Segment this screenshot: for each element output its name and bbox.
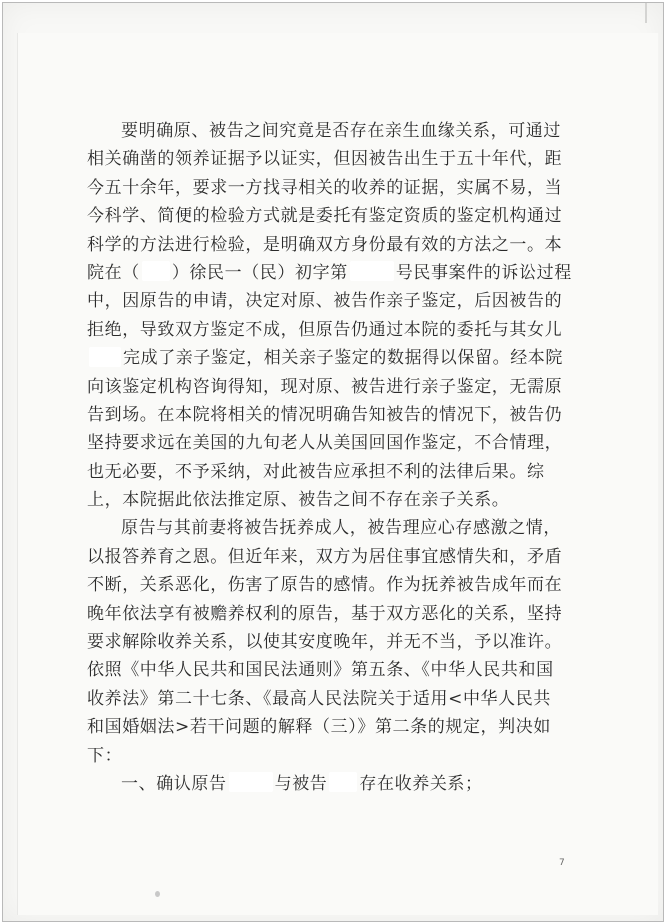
- text-run: 拒绝，导致双方鉴定不成，但原告仍通过本院的委托与其女儿: [87, 319, 563, 340]
- redacted-name: [350, 261, 394, 281]
- paragraph-1-line: [87, 231, 567, 259]
- paragraph-2-line: [87, 742, 567, 770]
- text-run: 要求解除收养关系，以使其安度晚年，并无不当，予以准许。: [87, 632, 563, 653]
- text-run: 下：: [87, 745, 123, 766]
- paragraph-2-line: [87, 685, 567, 713]
- text-run: 今五十余年，要求一方找寻相关的收养的证据，实属不易，当: [87, 177, 563, 198]
- paragraph-1-line: [87, 486, 567, 514]
- text-run: 依照《中华人民共和国民法通则》第五条、《中华人民共和国: [87, 660, 554, 681]
- text-run: 院在（: [87, 262, 140, 283]
- paragraph-1-line: [87, 401, 567, 429]
- text-run: 以报答养育之恩。但近年来，双方为居住事宜感情失和，矛盾: [87, 546, 563, 567]
- text-run: 存在收养关系；: [359, 773, 483, 794]
- text-run: 和国婚姻法>若干问题的解释（三）》第二条的规定，判决如: [87, 717, 551, 738]
- text-run: 相关确凿的领养证据予以证实，但因被告出生于五十年代，距: [87, 149, 563, 170]
- text-run: 与被告: [274, 773, 328, 794]
- paragraph-2-line: [87, 600, 567, 628]
- text-run: 收养法》第二十七条、《最高人民法院关于适用<中华人民共: [87, 688, 551, 709]
- text-run: 一、确认原告: [121, 773, 227, 794]
- text-run: 晚年依法享有被赡养权利的原告，基于双方恶化的关系，坚持: [87, 603, 563, 624]
- text-run: 原告与其前妻将被告抚养成人，被告理应心存感激之情，: [121, 518, 561, 539]
- text-run: 今科学、简便的检验方式就是委托有鉴定资质的鉴定机构通过: [87, 206, 563, 227]
- paragraph-2-line: [87, 713, 567, 741]
- text-run: ）徐民一（民）初字第: [171, 262, 348, 283]
- text-run: 号民事案件的诉讼过程: [395, 262, 572, 283]
- redacted-name: [229, 772, 273, 792]
- text-run: 也无必要，不予采纳，对此被告应承担不利的法律后果。综: [87, 461, 545, 482]
- paragraph-2-line: [87, 656, 567, 684]
- scan-edge-mark: [645, 3, 647, 23]
- redacted-name: [329, 772, 357, 792]
- text-run: 上，本院据此依法推定原、被告之间不存在亲子关系。: [87, 490, 510, 511]
- text-run: 告到场。在本院将相关的情况明确告知被告的情况下，被告仍: [87, 404, 563, 425]
- paragraph-1-line: [87, 259, 572, 287]
- paragraph-1-line: [87, 316, 567, 344]
- text-run: 向该鉴定机构咨询得知，现对原、被告进行亲子鉴定，无需原: [87, 376, 563, 397]
- paragraph-1-line: [87, 429, 567, 457]
- scanned-page: [2, 2, 664, 922]
- paragraph-2-line: [87, 543, 567, 571]
- redacted-name: [89, 347, 121, 367]
- document-body: [87, 117, 572, 798]
- text-run: 坚持要求远在美国的九旬老人从美国回国作鉴定，不合情理，: [87, 433, 563, 454]
- text-run: 科学的方法进行检验，是明确双方身份最有效的方法之一。本: [87, 234, 563, 255]
- page-number: 7: [559, 858, 565, 868]
- paragraph-1-line: [87, 202, 567, 230]
- redacted-name: [142, 261, 170, 281]
- paragraph-2-line: [87, 571, 567, 599]
- paragraph-3-line: [87, 770, 567, 798]
- paragraph-1-line: [87, 145, 567, 173]
- paragraph-1-line: [87, 344, 567, 372]
- text-run: 要明确原、被告之间究竟是否存在亲生血缘关系，可通过: [121, 121, 561, 141]
- text-run: 不断，关系恶化，伤害了原告的感情。作为抚养被告成年而在: [87, 575, 563, 596]
- paragraph-1-line: [87, 174, 567, 202]
- paragraph-1-line: [87, 287, 567, 315]
- paragraph-1-line: [87, 117, 567, 145]
- text-run: 完成了亲子鉴定，相关亲子鉴定的数据得以保留。经本院: [123, 348, 563, 369]
- paragraph-2-line: [87, 514, 567, 542]
- paragraph-2-line: [87, 628, 567, 656]
- scan-speck: [155, 891, 160, 897]
- paragraph-1-line: [87, 458, 567, 486]
- paragraph-1-line: [87, 373, 567, 401]
- text-run: 中，因原告的申请，决定对原、被告作亲子鉴定，后因被告的: [87, 291, 563, 312]
